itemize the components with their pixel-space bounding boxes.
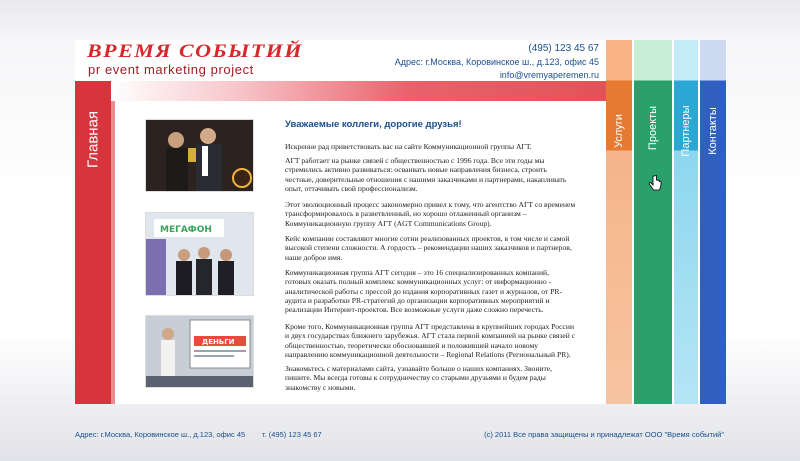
footer-copyright: (с) 2011 Все права защищены и принадлежат ООО "Время событий" (484, 430, 724, 439)
tab-partners[interactable] (674, 40, 698, 404)
tab-projects[interactable] (634, 40, 672, 404)
tab-projects-fill (634, 40, 672, 404)
conference-photo-caption: ДЕНЬГИ (202, 338, 235, 346)
tab-contacts-fill (700, 40, 726, 404)
conference-photo (145, 315, 254, 388)
content-title: Уважаемые коллеги, дорогие друзья! (285, 119, 462, 130)
megafon-photo (145, 212, 254, 296)
content-paragraph-4: Кейс компании составляют многие сотни реализованных проектов, в том числе и самой высокой степени сложности. А гордость – рекомендации наших заказчиков и партнеров, наше доброе имя. (285, 234, 572, 262)
logo-subtitle: pr event marketing project (88, 62, 254, 77)
footer-address: Адрес: г.Москва, Коровинское ш., д.123, офис 45 (75, 430, 246, 439)
tab-services-label: Услуги (613, 114, 625, 148)
tab-projects-label: Проекты (647, 105, 659, 151)
tab-services-fill (606, 40, 632, 404)
header-phone: (495) 123 45 67 (528, 43, 599, 54)
content-paragraph-3: Этот эволюционный процесс закономерно привел к тому, что агентство АГТ со временем трансформировалось в разветвленный, но хорошо отлаженный организм – Коммуникационную группу АГТ (AGT Communications Group). (285, 200, 576, 228)
header-gradient-bar (111, 81, 606, 101)
content-paragraph-2: АГТ работает на рынке связей с общественностью с 1996 года. Все эти годы мы стремились активно развиваться: осваивать новые направления бизнеса, строить честные, доверительные отношения с нашими заказчиками и партнерами, накапливать опыт, оттачивать свой профессионализм. (285, 156, 567, 193)
award-photo (145, 119, 254, 192)
content-paragraph-7: Знакомьтесь с материалами сайта, узнавайте больше о наших компаниях. Звоните, пишите. Мы всегда готовы к сотрудничеству со старыми друзьями и будем рады знакомству с новыми. (285, 364, 553, 392)
content-paragraph-5: Коммуникационная группа АГТ сегодня – это 16 специализированных компаний, готовых оказать полный комплекс коммуникационных услуг: от информационно - аналитической работы с прессой до издания корпоративных газет и журналов, от PR-аудита и разработки PR-стратегий до организации корпоративных мероприятий и реализации Интернет-проектов. Все возможные услуги даже сложно перечесть. (285, 268, 563, 315)
content-paragraph-6: Кроме того, Коммуникационная группа АГТ представлена в крупнейших городах России и двух государствах ближнего зарубежья. АГТ стала первой компанией на рынке связей с общественностью, теоретически обосновавшей и положившей начало новому направлению коммуникационной деятельности – Regional Relations (Региональный PR). (285, 322, 576, 359)
conference-photo-illustration (146, 316, 254, 388)
tab-services[interactable] (606, 40, 632, 404)
header-address: Адрес: г.Москва, Коровинское ш., д.123, офис 45 (394, 57, 599, 67)
content-paragraph-1: Искренне рад приветствовать вас на сайте Коммуникационной группы АГТ. (285, 142, 532, 151)
megafon-photo-caption: МЕГАФОН (160, 225, 212, 235)
tab-partners-fill (674, 40, 698, 404)
tab-partners-label: Партнеры (680, 105, 692, 157)
tab-contacts[interactable] (700, 40, 726, 404)
megafon-photo-illustration (146, 213, 254, 296)
tab-main-label: Главная (84, 110, 102, 169)
tab-contacts-label: Контакты (707, 107, 719, 155)
hand-cursor-icon (648, 175, 662, 193)
award-photo-illustration (146, 120, 254, 192)
tab-main[interactable] (75, 81, 111, 404)
header-email-link[interactable]: info@vremyaperemen.ru (499, 70, 599, 80)
footer-phone: т. (495) 123 45 67 (262, 430, 322, 439)
logo-title[interactable]: ВРЕМЯ СОБЫТИЙ (87, 40, 304, 62)
